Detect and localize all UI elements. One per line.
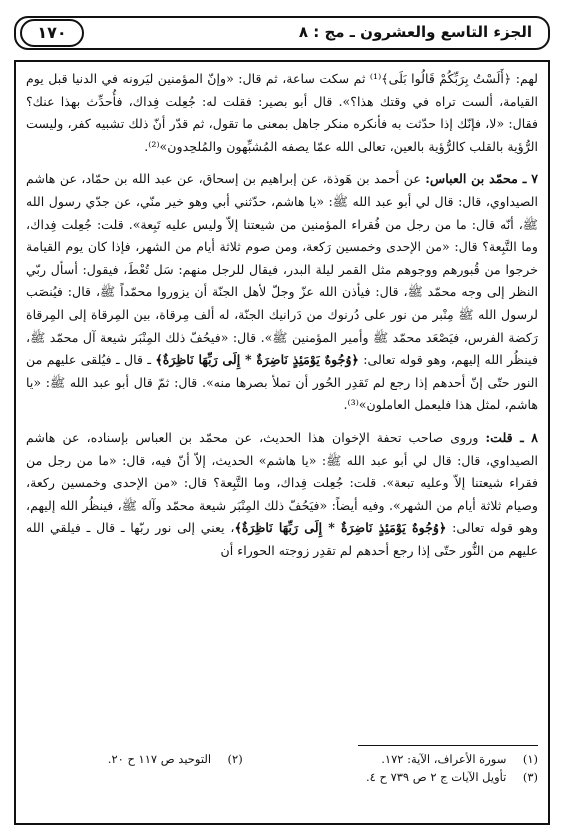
section-7-end: ـ قال ـ فيُلقى عليهم من النور حتّى إنّ أحدهم إذا رجع لم تَقدِر الحُور أن تملأ بصرها منه». قال: ثمّ قال أبو عبد الله ﷺ: «يا هاشم، لمثل هذا فليعمل العاملون»⁽³⁾. [26,352,538,413]
footnote-1-text: سورة الأعراف، الآية: ١٧٢. [381,752,507,766]
running-header [14,16,550,50]
main-text [26,68,538,562]
footnote-3-text: تأويل الآيات ج ٢ ص ٧٣٩ ح ٤. [365,770,507,784]
paragraph-continued: لهم: ﴿أَلَسْتُ بِرَبِّكُمْ قَالُوا بَلَى﴾⁽¹⁾ ثم سكت ساعة، ثم قال: «وإنّ المؤمنين ليَرونه في الدنيا قبل يوم القيامة، ألست تراه في وقتك هذا؟». قال أبو بصير: فقلت له: جُعِلت فِداك، فأُحدِّث بهذا عنك؟ فقال: «لا، فإنّك إذا حدّثت به فأنكره منكر جاهل بمعنى ما تقول، ثم قدّر أنّ ذلك تشبيه كفر، وليست الرُّؤية بالقلب كالرُّؤية بالعين، تعالى الله عمّا يصفه المُشبِّهون والمُلحِدون»⁽²⁾. [26,71,538,154]
section-7-text: عن أحمد بن هَوذة، عن إبراهيم بن إسحاق، عن عبد الله بن حمّاد، عن هاشم الصيداوي، قال: قال لي أبو عبد الله ﷺ: «يا هاشم، حدّثني أبي وهو خير منّي، عن جدّي رسول الله ﷺ، أنّه قال: ما من رجل من فُقراء المؤمنين من شيعتنا إلاّ وليس عليه تَبِعة». قلت: جُعِلت فِداك، وما التَّبِعة؟ قال: «من الإحدى وخمسين رَكعة، ومن صوم ثلاثة أيام من الشهر، فإذا كان يوم القيامة خرجوا من قُبورهم ووجوهم مثل القمر ليلة البدر، فيقال للرجل منهم: سَل تُعْطَ، فيقول: أسأل ربّي النظر إلى وجه محمّد ﷺ، قال: فيأذن الله عزّ وجلّ لأهل الجنّة أن يزوروا محمّداً ﷺ، قال: فيُنصَب لرسول الله ﷺ مِنْبر من نور على دُرنوك من دَرانيك الجنّة، له ألف مِرقاة، بين المِرقاة إلى المِرقاة رَكضة الفرس، فيَصْعَد محمّد ﷺ وأمير المؤمنين ﷺ». قال: «فيحُفّ ذلك المِنْبَر شيعة آل محمّد ﷺ، فينظُر الله إليهم، وهو قوله تعالى: [26,171,538,368]
section-8 [26,427,538,563]
section-8-text: وروى صاحب تحفة الإخوان هذا الحديث، عن محمّد بن العباس بإسناده، عن هاشم الصيداوي، قال: قال لي أبو عبد الله ﷺ: «يا هاشم» الحديث، إلاّ أنّ فيه، قال: «ما من رجل من فقراء شيعتنا إلاّ وعليه تبعة». قلت: جُعِلت فِداك، وما التَّبِعة؟ قال: «من الإحدى وخمسين ركعة، وصيام ثلاثة أيام من الشهر». وفيه أيضاً: «فيَحُفّ ذلك المِنْبَر شيعة محمّد وآله ﷺ، فينظُر الله إليهم، وهو قوله تعالى: [26,429,538,536]
page-number: ١٧٠ [20,19,84,47]
footnote-2-number: (٢) [227,752,243,766]
header-title: الجزء التاسع والعشرون ـ مج : ٨ [298,23,532,41]
section-7-label: ٧ ـ محمّد بن العباس: [425,171,538,187]
footnote-3-number: (٣) [522,770,538,784]
section-8-label: ٨ ـ قلت: [485,429,539,445]
section-8-end: ، يعني إلى نور ربّها ـ قال ـ فيلقي الله عليهم من النُّور حتّى إذا رجع أحدهم لم تقدِر زوجته الحوراء أن [26,520,538,558]
footnote-row-1 [26,750,538,768]
text-frame [14,60,550,825]
footnote-separator [358,745,538,746]
section-7 [26,168,538,417]
section-7-quran-verse: ﴿وُجُوهٌ يَوْمَئِذٍ نَاضِرَةٌ * إِلَى رَبِّهَا نَاظِرَةٌ﴾ [155,352,359,368]
footnote-1-number: (١) [522,752,538,766]
footnote-2-text: التوحيد ص ١١٧ ح ٢٠. [107,752,212,766]
section-8-quran-verse: ﴿وُجُوهٌ يَوْمَئِذٍ نَاضِرَةٌ * إِلَى رَبِّهَا نَاظِرَةٌ﴾ [234,520,447,536]
footnote-row-2 [26,768,538,786]
